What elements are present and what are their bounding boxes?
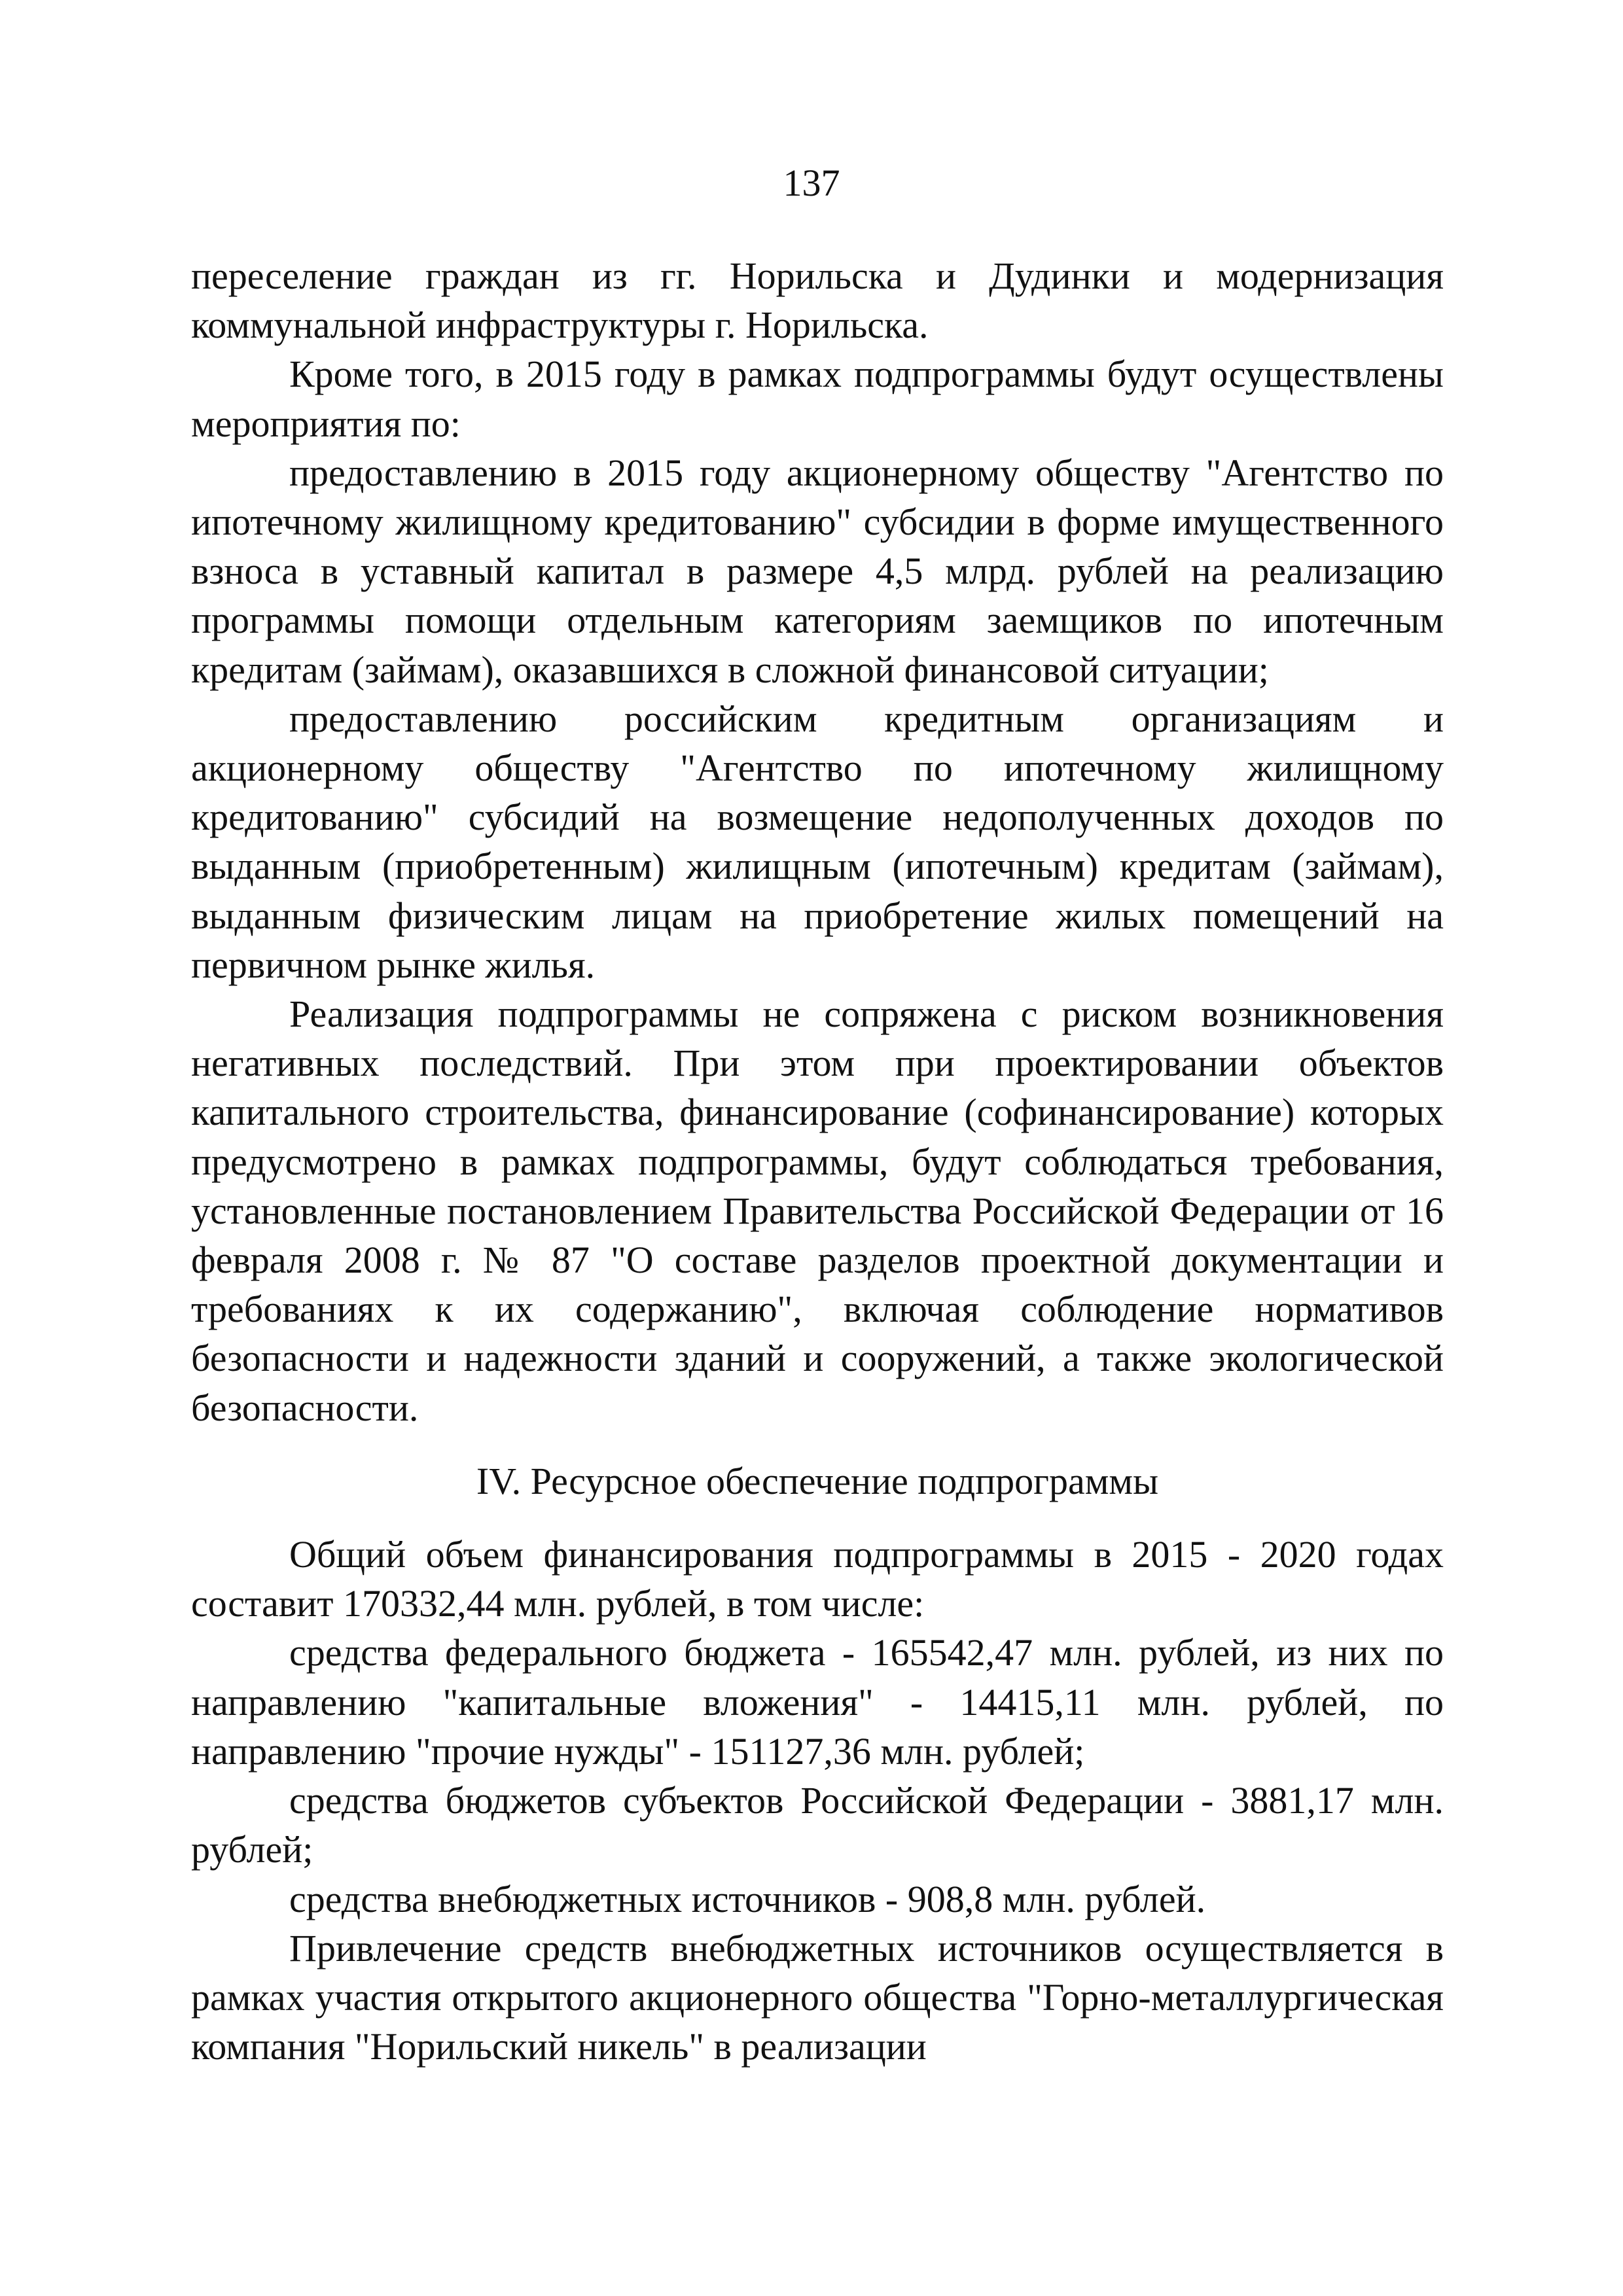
paragraph: Кроме того, в 2015 году в рамках подпрограммы будут осуществлены мероприятия по: [191,353,1444,445]
paragraph: предоставлению российским кредитным организациям и акционерному обществу "Агентство по ипотечному жилищному кредитованию" субсидий на возмещение недополученных доходов по выданным (приобретенным) жилищным (ипотечным) кредитам (займам), выданным физическим лицам на приобретение жилых помещений на первичном рынке жилья. [191,697,1444,986]
paragraph-continuation: переселение граждан из гг. Норильска и Дудинки и модернизация коммунальной инфраструктуры г. Норильска. [191,255,1444,347]
paragraph: средства бюджетов субъектов Российской Федерации - 3881,17 млн. рублей; [191,1779,1444,1871]
paragraph: предоставлению в 2015 году акционерному обществу "Агентство по ипотечному жилищному кредитованию" субсидии в форме имущественного взноса в уставный капитал в размере 4,5 млрд. рублей на реализацию программы помощи отдельным категориям заемщиков по ипотечным кредитам (займам), оказавшихся в сложной финансовой ситуации; [191,451,1444,691]
section-heading: IV. Ресурсное обеспечение подпрограммы [476,1459,1159,1502]
page-number: 137 [783,162,840,204]
paragraph: средства внебюджетных источников - 908,8 млн. рублей. [289,1877,1206,1920]
paragraph: Привлечение средств внебюджетных источников осуществляется в рамках участия открытого акционерного общества "Горно-металлургическая компания "Норильский никель" в реализации [191,1926,1444,2068]
document-body [191,251,1444,2071]
paragraph: Реализация подпрограммы не сопряжена с риском возникновения негативных последствий. При этом при проектировании объектов капитального строительства, финансирование (софинансирование) которых предусмотрено в рамках подпрограммы, будут соблюдаться требования, установленные постановлением Правительства Российской Федерации от 16 февраля 2008 г. № 87 "О составе разделов проектной документации и требованиях к их содержанию", включая соблюдение нормативов безопасности и надежности зданий и сооружений, а также экологической безопасности. [191,993,1444,1429]
paragraph: средства федерального бюджета - 165542,47 млн. рублей, из них по направлению "капитальные вложения" - 14415,11 млн. рублей, по направлению "прочие нужды" - 151127,36 млн. рублей; [191,1631,1444,1773]
paragraph: Общий объем финансирования подпрограммы в 2015 - 2020 годах составит 170332,44 млн. рублей, в том числе: [191,1533,1444,1625]
